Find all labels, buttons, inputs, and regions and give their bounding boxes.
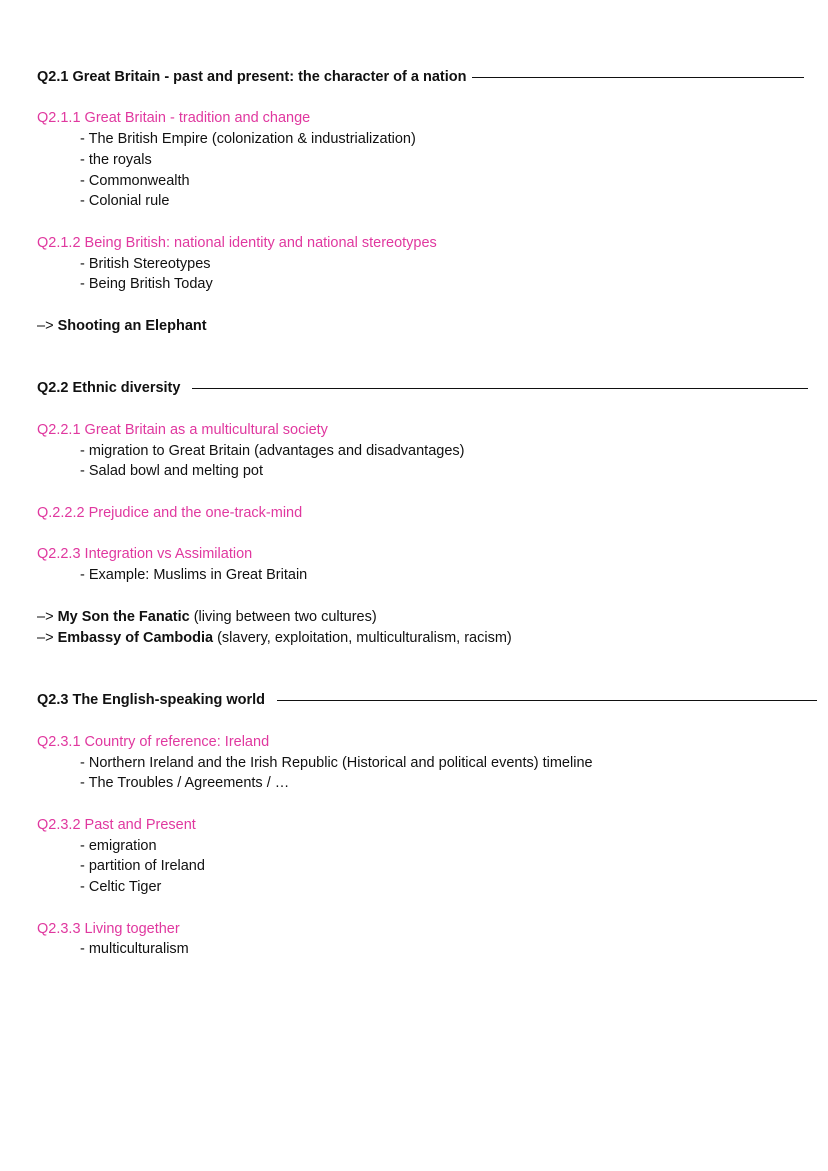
reference-arrow: –> [37,318,58,334]
bullet-item: - Example: Muslims in Great Britain [80,567,308,583]
bullet-item: - Northern Ireland and the Irish Republic (Historical and political events) timeline [80,755,593,771]
reference-work-title: Embassy of Cambodia [57,630,214,646]
section-heading-q2-1 [37,67,804,87]
reference-note: (slavery, exploitation, multiculturalism, racism) [213,630,512,646]
bullet-item: - partition of Ireland [80,858,205,874]
reference-line [37,628,512,648]
reference-arrow: –> [37,609,58,625]
bullet-item: - emigration [80,838,157,854]
subsection-title-q2-3-2: Q2.3.2 Past and Present [37,817,196,833]
section-title: Q2.2 Ethnic diversity [37,380,181,396]
bullet-item: - The British Empire (colonization & industrialization) [80,131,416,147]
section-title: Q2.3 The English-speaking world [37,692,266,708]
section-heading-q2-2 [37,378,808,398]
subsection-title-q2-2-1: Q2.2.1 Great Britain as a multicultural society [37,422,328,438]
reference-line [37,316,207,336]
section-heading-q2-3 [37,690,817,710]
section-rule [192,388,808,389]
bullet-item: - Salad bowl and melting pot [80,463,263,479]
subsection-title-q2-2-3: Q2.2.3 Integration vs Assimilation [37,546,253,562]
bullet-item: - British Stereotypes [80,256,211,272]
subsection-title-q2-1-2: Q2.1.2 Being British: national identity and national stereotypes [37,235,437,251]
bullet-item: - Commonwealth [80,173,190,189]
bullet-item: - Celtic Tiger [80,879,162,895]
reference-note: (living between two cultures) [189,609,377,625]
reference-arrow: –> [37,630,58,646]
section-rule [277,700,817,701]
bullet-item: - migration to Great Britain (advantages and disadvantages) [80,443,465,459]
bullet-item: - Being British Today [80,276,213,292]
bullet-item: - The Troubles / Agreements / … [80,775,290,791]
bullet-item: - the royals [80,152,152,168]
section-title: Q2.1 Great Britain - past and present: the character of a nation [37,69,467,85]
reference-line [37,607,377,627]
bullet-item: - multiculturalism [80,941,189,957]
subsection-title-q2-3-3: Q2.3.3 Living together [37,921,180,937]
section-rule [472,77,804,78]
reference-work-title: My Son the Fanatic [57,609,190,625]
subsection-title-q2-1-1: Q2.1.1 Great Britain - tradition and change [37,110,311,126]
subsection-title-q2-3-1: Q2.3.1 Country of reference: Ireland [37,734,270,750]
reference-work-title: Shooting an Elephant [57,318,207,334]
bullet-item: - Colonial rule [80,193,170,209]
subsection-title-q2-2-2: Q.2.2.2 Prejudice and the one-track-mind [37,505,303,521]
